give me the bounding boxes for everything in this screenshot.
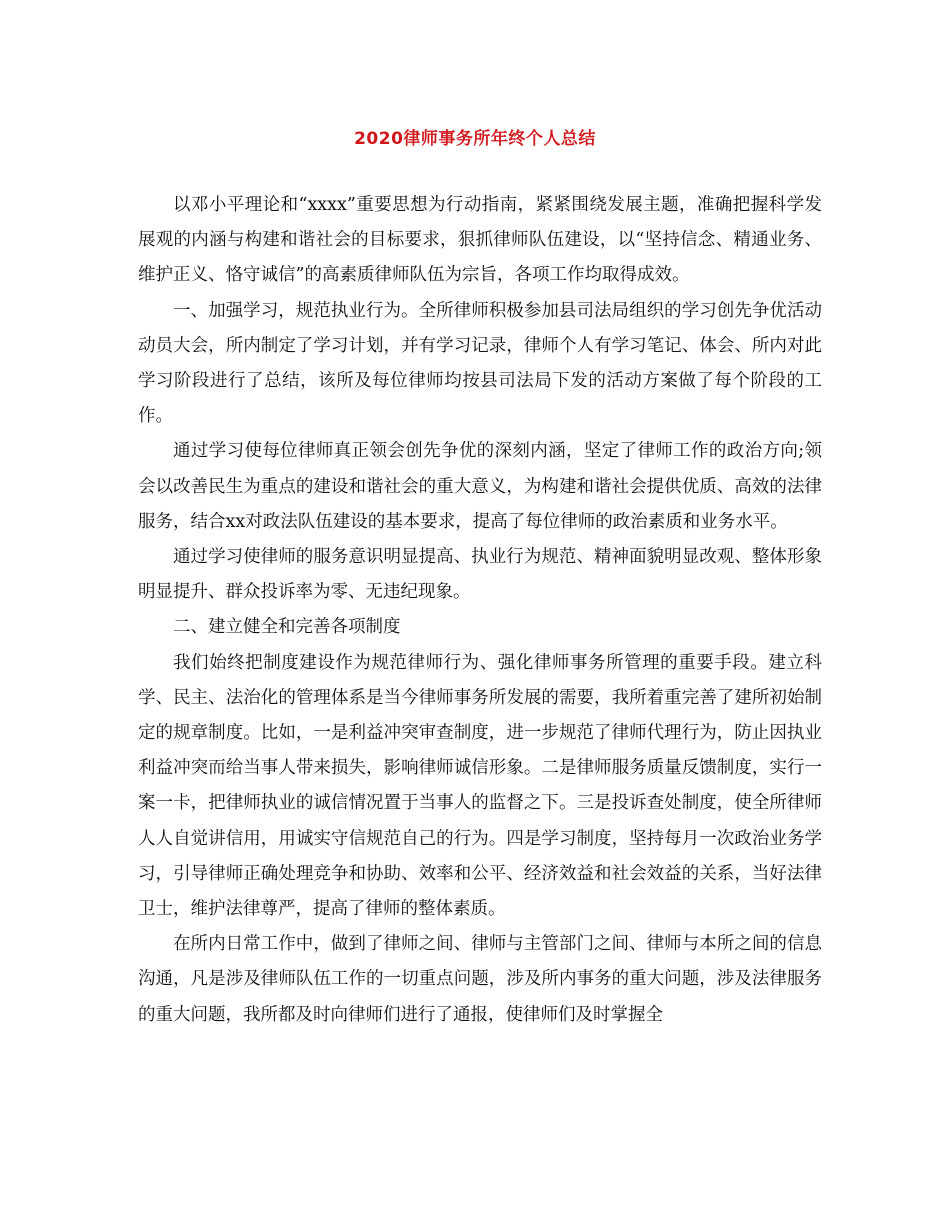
paragraph-institution-building: 我们始终把制度建设作为规范律师行为、强化律师事务所管理的重要手段。建立科学、民主、法治化的管理体系是当今律师事务所发展的需要，我所着重完善了建所初始制定的规章制度。比如，一是利益冲突审查制度，进一步规范了律师代理行为，防止因执业利益冲突而给当事人带来损失，影响律师诚信形象。二是律师服务质量反馈制度，实行一案一卡，把律师执业的诚信情况置于当事人的监督之下。三是投诉查处制度，使全所律师人人自觉讲信用，用诚实守信规范自己的行为。四是学习制度，坚持每月一次政治业务学习，引导律师正确处理竞争和协助、效率和公平、经济效益和社会效益的关系，当好法律卫士，维护法律尊严，提高了律师的整体素质。 (138, 652, 822, 920)
paragraph-daily-work: 在所内日常工作中，做到了律师之间、律师与主管部门之间、律师与本所之间的信息沟通，凡是涉及律师队伍工作的一切重点问题，涉及所内事务的重大问题，涉及法律服务的重大问题，我所都及时向律师们进行了通报，使律师们及时掌握全 (138, 934, 822, 1025)
document-body (138, 188, 822, 1033)
paragraph-intro: 以邓小平理论和“xxxx”重要思想为行动指南，紧紧围绕发展主题，准确把握科学发展观的内涵与构建和谐社会的目标要求，狠抓律师队伍建设，以“坚持信念、精通业务、维护正义、恪守诚信”的高素质律师队伍为宗旨，各项工作均取得成效。 (138, 195, 822, 286)
paragraph-section-1: 一、加强学习，规范执业行为。全所律师积极参加县司法局组织的学习创先争优活动动员大会，所内制定了学习计划，并有学习记录，律师个人有学习笔记、体会、所内对此学习阶段进行了总结，该所及每位律师均按县司法局下发的活动方案做了每个阶段的工作。 (138, 300, 822, 427)
paragraph-service-awareness: 通过学习使律师的服务意识明显提高、执业行为规范、精神面貌明显改观、整体形象明显提升、群众投诉率为零、无违纪现象。 (138, 547, 822, 603)
section-heading-2: 二、建立健全和完善各项制度 (173, 617, 401, 638)
paragraph-study-effect: 通过学习使每位律师真正领会创先争优的深刻内涵，坚定了律师工作的政治方向;领会以改善民生为重点的建设和谐社会的重大意义，为构建和谐社会提供优质、高效的法律服务，结合xx对政法队伍建设的基本要求，提高了每位律师的政治素质和业务水平。 (138, 441, 822, 532)
document-title: 2020律师事务所年终个人总结 (354, 129, 596, 149)
